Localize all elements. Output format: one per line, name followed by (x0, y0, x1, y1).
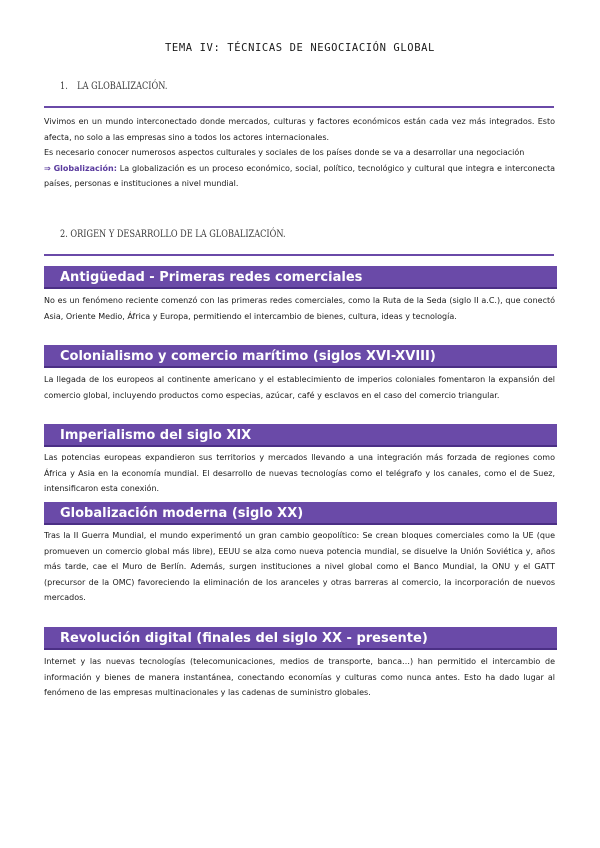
negotiation-paragraph: Es necesario conocer numerosos aspectos culturales y sociales de los países donde se va a desarrollar una negociación (44, 148, 525, 157)
era-imperialismo-heading: Imperialismo del siglo XIX (44, 424, 557, 447)
era-revolucion-digital-text: Internet y las nuevas tecnologías (telecomunicaciones, medios de transporte, banca…) han permitido el intercambio de información y bienes de manera instantánea, conectando economías y culturas como nunca antes. Esto ha dado lugar al fenómeno de las empresas multinacionales y las cadenas de suministro globales. (44, 657, 555, 697)
section-1-rule (44, 106, 554, 108)
era-antiguedad-heading: Antigüedad - Primeras redes comerciales (44, 266, 557, 289)
definition-paragraph (44, 161, 555, 192)
era-colonialismo-text: La llegada de los europeos al continente americano y el establecimiento de imperios coloniales fomentaron la expansión del comercio global, incluyendo productos como especias, azúcar, café y esclavos en el caso del comercio triangular. (44, 375, 555, 400)
section-1-heading (60, 80, 167, 92)
definition-text: La globalización es un proceso económico, social, político, tecnológico y cultural que integra e interconecta países, personas e instituciones a nivel mundial. (44, 163, 556, 188)
intro-paragraph: Vivimos en un mundo interconectado donde mercados, culturas y factores económicos están cada vez más integrados. Esto afecta, no solo a las empresas sino a todos los actores internacionales. (44, 117, 555, 142)
section-2-heading: 2. ORIGEN Y DESARROLLO DE LA GLOBALIZACIÓN. (60, 228, 286, 240)
era-globalizacion-moderna-heading: Globalización moderna (siglo XX) (44, 502, 557, 525)
section-2-rule (44, 254, 554, 256)
era-imperialismo-text: Las potencias europeas expandieron sus territorios y mercados llevando a una integración más forzada de regiones como África y Asia en la economía mundial. El desarrollo de nuevas tecnologías como el telégrafo y los canales, como el de Suez, intensificaron esta conexión. (44, 453, 555, 493)
section-1-title: LA GLOBALIZACIÓN. (77, 80, 168, 92)
arrow-icon: ⇒ (44, 163, 51, 173)
era-colonialismo-heading: Colonialismo y comercio marítimo (siglos XVI-XVIII) (44, 345, 557, 368)
era-antiguedad-text: No es un fenómeno reciente comenzó con las primeras redes comerciales, como la Ruta de la Seda (siglo II a.C.), que conectó Asia, Oriente Medio, África y Europa, permitiendo el intercambio de bienes, cultura, ideas y tecnología. (44, 296, 555, 321)
era-revolucion-digital-heading: Revolución digital (finales del siglo XX - presente) (44, 627, 557, 650)
section-1-body (44, 114, 555, 192)
definition-term: Globalización: (53, 163, 117, 173)
section-1-number: 1. (60, 80, 68, 92)
era-globalizacion-moderna-text: Tras la II Guerra Mundial, el mundo experimentó un gran cambio geopolítico: Se crean bloques comerciales como la UE (que promueven un comercio global más libre), EEUU se alza como nueva potencia mundial, se disuelve la Unión Soviética y, años más tarde, cae el Muro de Berlín. Además, surgen instituciones a nivel global como el Banco Mundial, la ONU y el GATT (precursor de la OMC) favoreciendo la eliminación de los aranceles y otras barreras al comercio, la incorporación de nuevos mercados. (44, 531, 555, 602)
document-title: TEMA IV: TÉCNICAS DE NEGOCIACIÓN GLOBAL (165, 42, 435, 54)
